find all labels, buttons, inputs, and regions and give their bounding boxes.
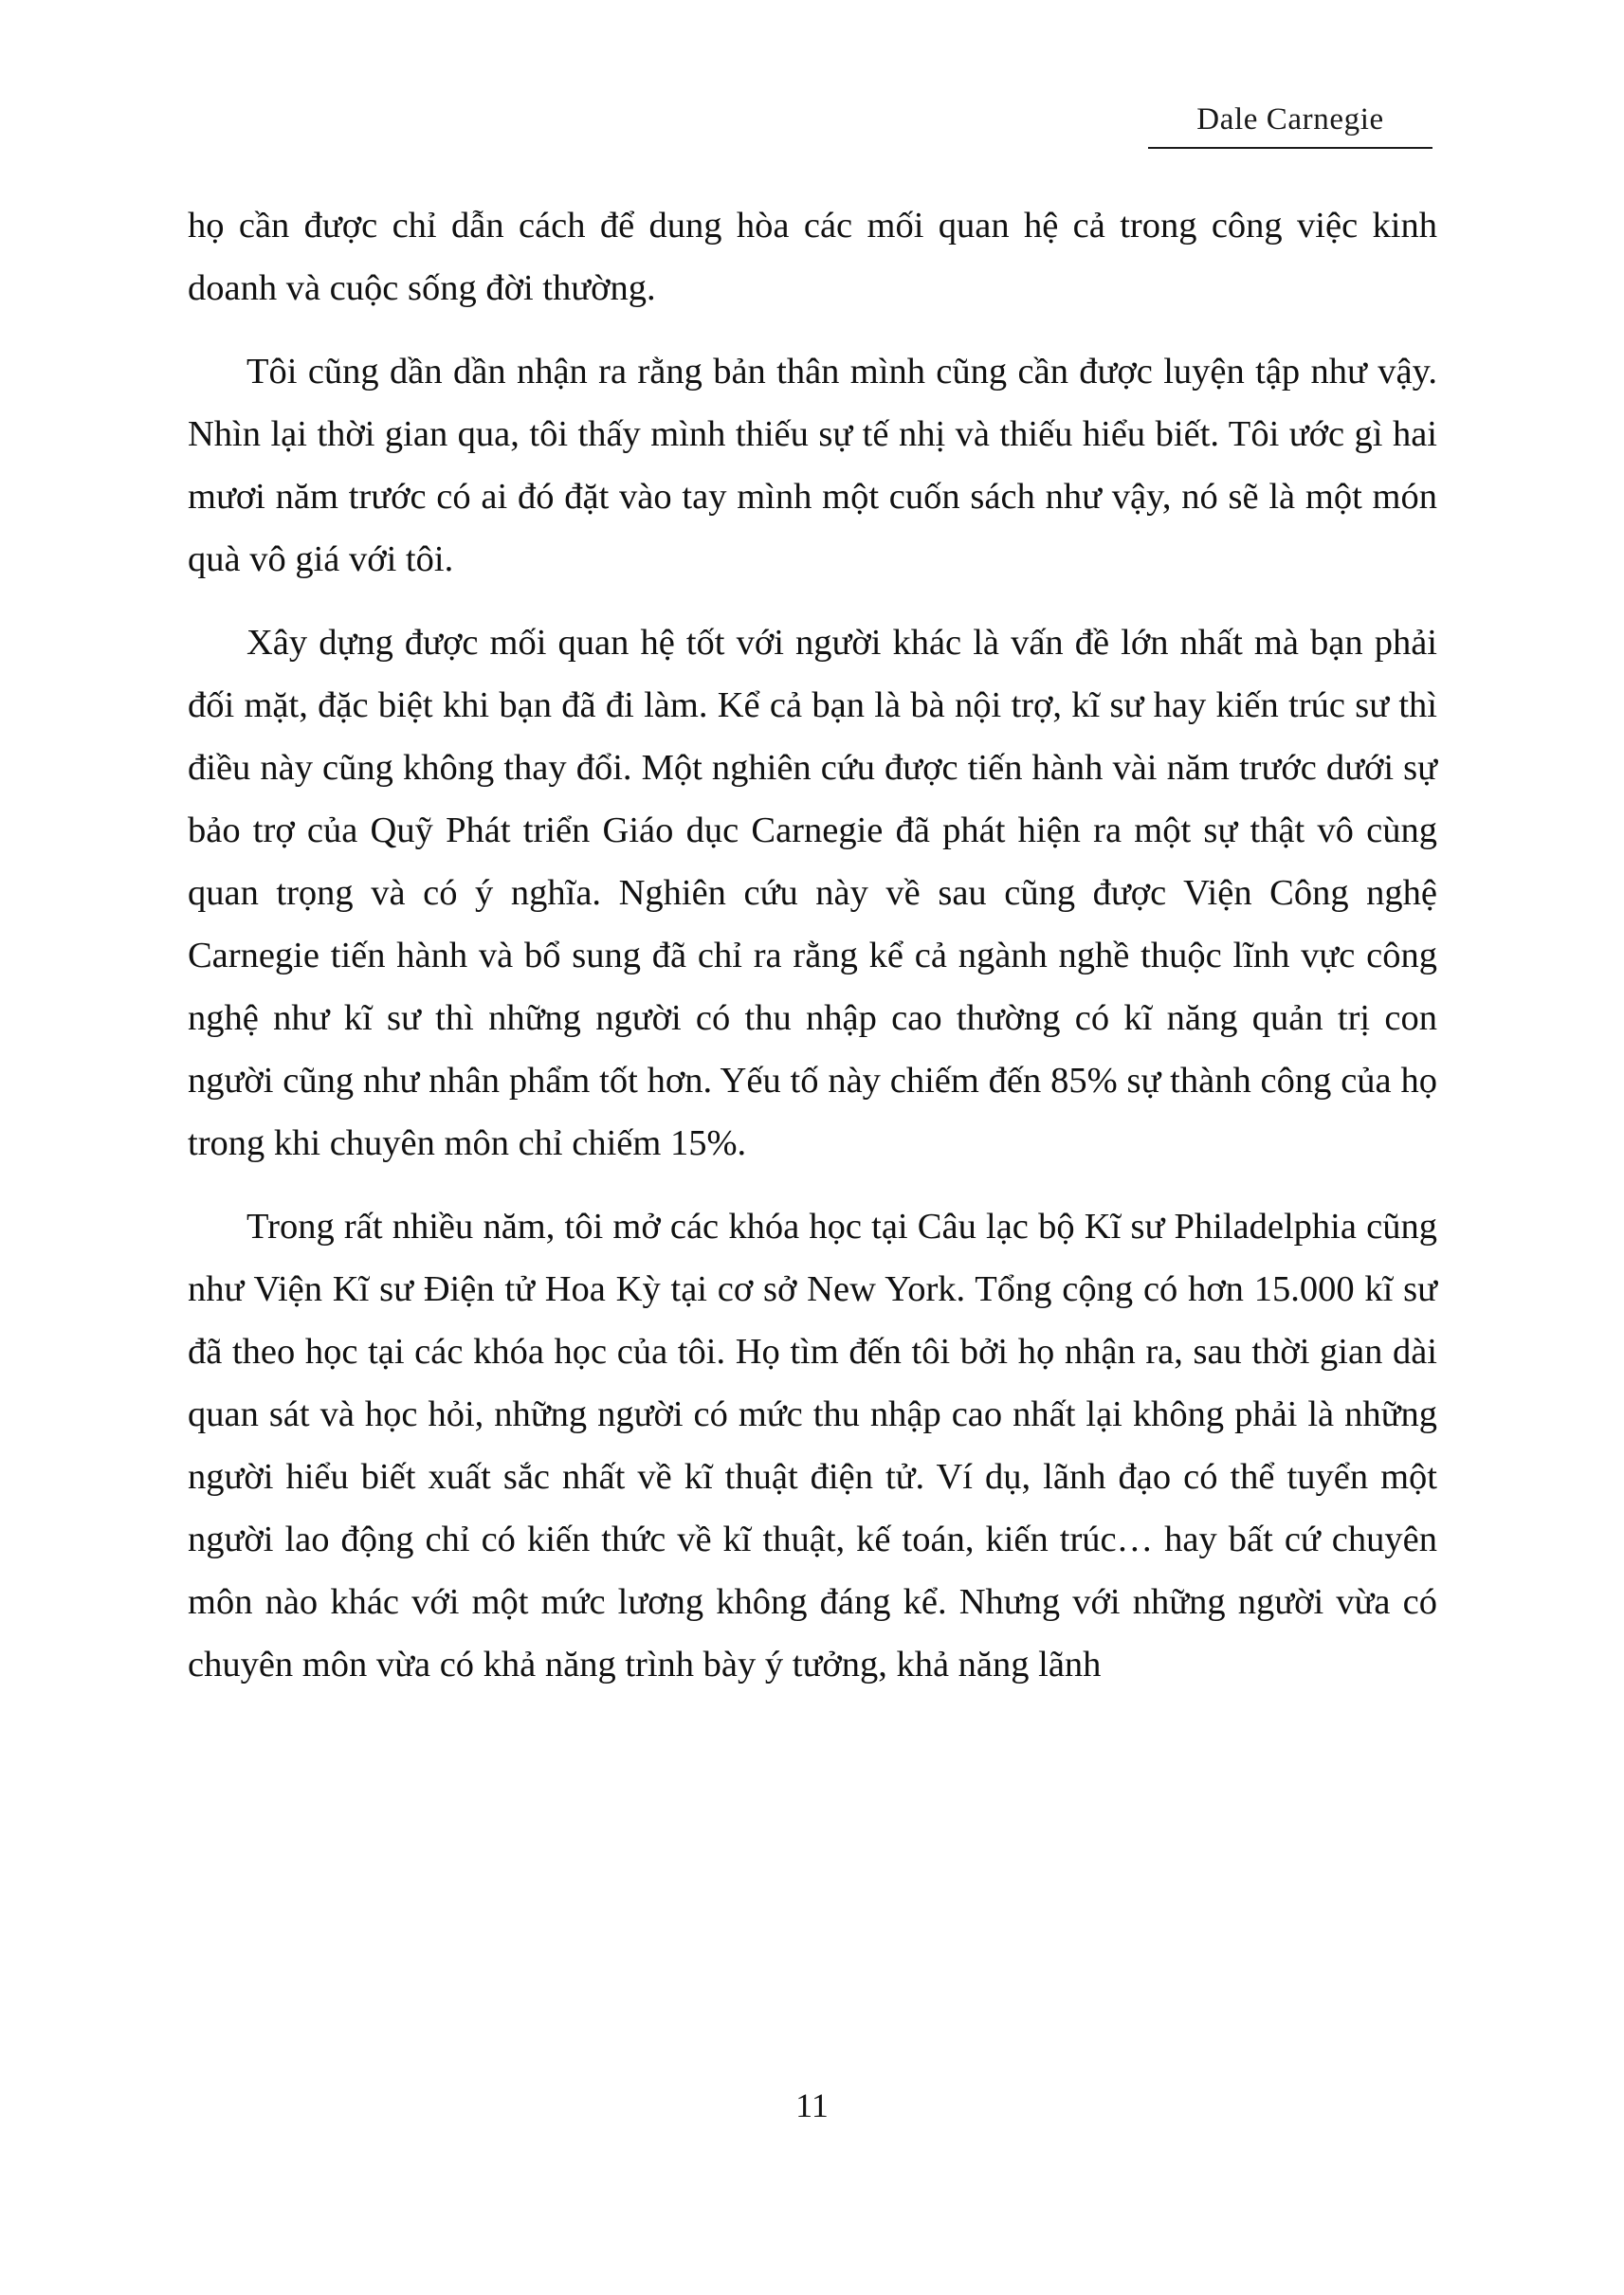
paragraph-4: Trong rất nhiều năm, tôi mở các khóa học tại Câu lạc bộ Kĩ sư Philadelphia cũng như Viện Kĩ sư Điện tử Hoa Kỳ tại cơ sở New York. Tổng cộng có hơn 15.000 kĩ sư đã theo học tại các khóa học của tôi. Họ tìm đến tôi bởi họ nhận ra, sau thời gian dài quan sát và học hỏi, những người có mức thu nhập cao nhất lại không phải là những người hiểu biết xuất sắc nhất về kĩ thuật điện tử. Ví dụ, lãnh đạo có thể tuyển một người lao động chỉ có kiến thức về kĩ thuật, kế toán, kiến trúc… hay bất cứ chuyên môn nào khác với một mức lương không đáng kể. Nhưng với những người vừa có chuyên môn vừa có khả năng trình bày ý tưởng, khả năng lãnh [188,1207,1437,1685]
paragraph-3: Xây dựng được mối quan hệ tốt với người khác là vấn đề lớn nhất mà bạn phải đối mặt, đặc biệt khi bạn đã đi làm. Kể cả bạn là bà nội trợ, kĩ sư hay kiến trúc sư thì điều này cũng không thay đổi. Một nghiên cứu được tiến hành vài năm trước dưới sự bảo trợ của Quỹ Phát triển Giáo dục Carnegie đã phát hiện ra một sự thật vô cùng quan trọng và có ý nghĩa. Nghiên cứu này về sau cũng được Viện Công nghệ Carnegie tiến hành và bổ sung đã chỉ ra rằng kể cả ngành nghề thuộc lĩnh vực công nghệ như kĩ sư thì những người có thu nhập cao thường có kĩ năng quản trị con người cũng như nhân phẩm tốt hơn. Yếu tố này chiếm đến 85% sự thành công của họ trong khi chuyên môn chỉ chiếm 15%. [188,623,1437,1163]
paragraph-2: Tôi cũng dần dần nhận ra rằng bản thân mình cũng cần được luyện tập như vậy. Nhìn lại thời gian qua, tôi thấy mình thiếu sự tế nhị và thiếu hiểu biết. Tôi ước gì hai mươi năm trước có ai đó đặt vào tay mình một cuốn sách như vậy, nó sẽ là một món quà vô giá với tôi. [188,352,1437,579]
body-text-column [188,194,1437,1696]
running-head [1148,102,1432,149]
paragraph-1: họ cần được chỉ dẫn cách để dung hòa các mối quan hệ cả trong công việc kinh doanh và cuộc sống đời thường. [188,206,1437,308]
running-head-text: Dale Carnegie [1196,102,1384,137]
page-number: 11 [795,2086,829,2124]
